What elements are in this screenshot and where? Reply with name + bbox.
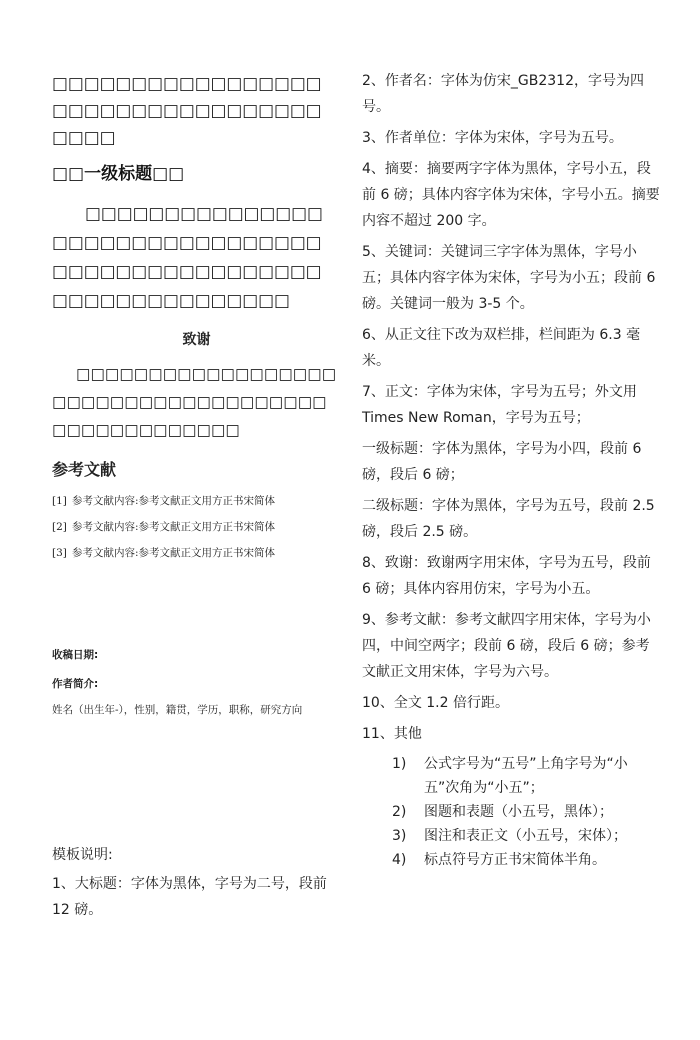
note-heading2-spec: 二级标题：字体为黑体，字号为五号，段前 2.5 磅，段后 2.5 磅。 <box>362 498 655 540</box>
note-item-5: 5、关键词：关键词三字字体为黑体，字号小五；具体内容字体为宋体，字号为小五；段前 6 磅。关键词一般为 3-5 个。 <box>362 244 656 312</box>
note-item-10: 10、全文 1.2 倍行距。 <box>362 695 509 711</box>
note-item-4: 4、摘要：摘要两字字体为黑体，字号小五，段前 6 磅；具体内容字体为宋体，字号小五。摘要内容不超过 200 字。 <box>362 161 660 229</box>
other-notes-list <box>362 752 662 872</box>
note-item-3: 3、作者单位：字体为宋体，字号为五号。 <box>362 130 623 146</box>
placeholder-body-text: □□□□□□□□□□□□□□□□□□□□□□□□□□□□□□□□□□□□□□□□□□□□□□□□□□□□□□□□□□□□□□□□ <box>52 203 323 310</box>
template-notes-title: 模板说明: <box>52 847 113 863</box>
note-item-1: 1、大标题：字体为黑体，字号为二号，段前 12 磅。 <box>52 876 327 918</box>
left-column <box>52 0 337 923</box>
note-item-11: 11、其他 <box>362 726 422 742</box>
acknowledgement-title: 致谢 <box>182 332 211 348</box>
note-item-7: 7、正文：字体为宋体，字号为五号；外文用 Times New Roman，字号为五号； <box>362 384 637 426</box>
note-heading1-spec: 一级标题：字体为黑体，字号为小四，段前 6 磅，段后 6 磅； <box>362 441 642 483</box>
list-item: 3) 图注和表正文（小五号，宋体）； <box>392 828 627 844</box>
placeholder-text-top: □□□□□□□□□□□□□□□□□□□□□□□□□□□□□□□□□□□□□□ <box>52 73 322 147</box>
author-bio-label: 作者简介: <box>52 678 99 690</box>
references-list <box>52 494 337 560</box>
received-date-label: 收稿日期: <box>52 649 99 661</box>
note-item-6: 6、从正文往下改为双栏排，栏间距为 6.3 毫米。 <box>362 327 641 369</box>
note-item-8: 8、致谢：致谢两字用宋体，字号为五号，段前 6 磅；具体内容用仿宋，字号为小五。 <box>362 555 651 597</box>
note-item-2: 2、作者名：字体为仿宋_GB2312，字号为四号。 <box>362 73 644 115</box>
reference-item: [3] 参考文献内容:参考文献正文用方正书宋简体 <box>52 547 276 559</box>
note-item-9: 9、参考文献：参考文献四字用宋体，字号为小四，中间空两字；段前 6 磅，段后 6 磅；参考文献正文用宋体，字号为六号。 <box>362 612 651 680</box>
reference-item: [1] 参考文献内容:参考文献正文用方正书宋简体 <box>52 495 276 507</box>
author-bio-text: 姓名（出生年-），性别，籍贯，学历，职称，研究方向 <box>52 704 303 716</box>
references-title: 参考文献 <box>52 460 117 479</box>
right-column <box>362 0 662 872</box>
list-item: 1) 公式字号为“五号”上角字号为“小五”次角为“小五”； <box>392 756 628 796</box>
list-item: 4) 标点符号方正书宋简体半角。 <box>392 852 606 868</box>
reference-item: [2] 参考文献内容:参考文献正文用方正书宋简体 <box>52 521 276 533</box>
heading-level-1: □□一级标题□□ <box>52 164 185 184</box>
acknowledgement-text: □□□□□□□□□□□□□□□□□□□□□□□□□□□□□□□□□□□□□□□□□□□□□□□□□□ <box>52 365 337 439</box>
list-item: 2) 图题和表题（小五号，黑体）； <box>392 804 613 820</box>
